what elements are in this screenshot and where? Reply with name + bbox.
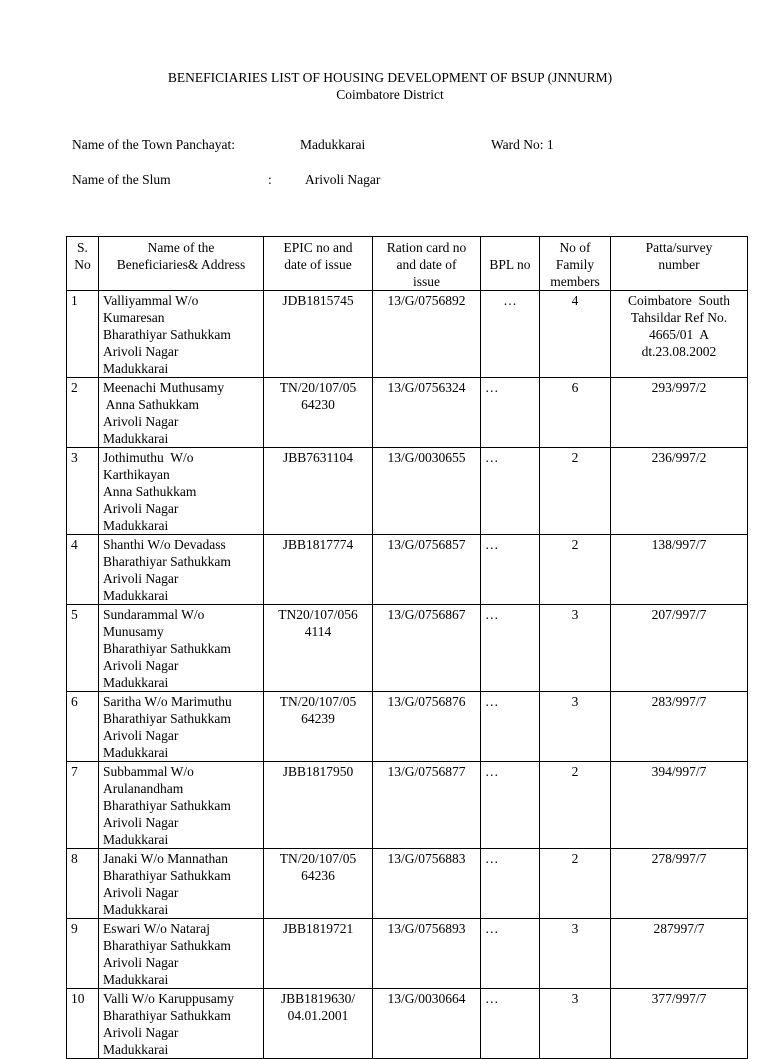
cell-family: 4 <box>540 291 611 378</box>
table-row <box>67 919 748 989</box>
cell-patta: 138/997/7 <box>611 535 748 605</box>
cell-patta: 394/997/7 <box>611 762 748 849</box>
cell-name-address: Sundarammal W/o Munusamy Bharathiyar Sathukkam Arivoli Nagar Madukkarai <box>99 605 264 692</box>
cell-patta: 207/997/7 <box>611 605 748 692</box>
header-row <box>67 237 748 291</box>
cell-bpl: … <box>481 849 540 919</box>
table-row <box>67 378 748 448</box>
cell-epic: JBB1817774 <box>264 535 373 605</box>
cell-epic: JBB7631104 <box>264 448 373 535</box>
header-sno: S. No <box>67 237 99 291</box>
cell-patta: 377/997/7 <box>611 989 748 1059</box>
beneficiaries-table <box>66 236 748 1059</box>
table-row <box>67 535 748 605</box>
cell-family: 3 <box>540 692 611 762</box>
cell-bpl: … <box>481 535 540 605</box>
cell-bpl: … <box>481 989 540 1059</box>
ward-number: Ward No: 1 <box>491 137 554 152</box>
cell-family: 6 <box>540 378 611 448</box>
cell-ration: 13/G/0756892 <box>373 291 481 378</box>
header-bpl: BPL no <box>481 237 540 291</box>
cell-sno: 4 <box>67 535 99 605</box>
cell-sno: 3 <box>67 448 99 535</box>
cell-ration: 13/G/0756324 <box>373 378 481 448</box>
cell-bpl: … <box>481 692 540 762</box>
cell-family: 2 <box>540 849 611 919</box>
cell-sno: 10 <box>67 989 99 1059</box>
cell-epic: TN/20/107/05 64236 <box>264 849 373 919</box>
district-line: Coimbatore District <box>336 87 444 102</box>
cell-name-address: Meenachi Muthusamy Anna Sathukkam Arivoli Nagar Madukkarai <box>99 378 264 448</box>
cell-ration: 13/G/0030664 <box>373 989 481 1059</box>
cell-patta: 293/997/2 <box>611 378 748 448</box>
cell-sno: 6 <box>67 692 99 762</box>
cell-sno: 1 <box>67 291 99 378</box>
cell-family: 2 <box>540 448 611 535</box>
slum-value: Arivoli Nagar <box>305 172 381 187</box>
slum-label: Name of the Slum <box>72 172 171 187</box>
slum-colon: : <box>268 172 272 187</box>
table-row <box>67 291 748 378</box>
header-ration: Ration card no and date of issue <box>373 237 481 291</box>
cell-ration: 13/G/0030655 <box>373 448 481 535</box>
table-row <box>67 849 748 919</box>
cell-sno: 2 <box>67 378 99 448</box>
cell-ration: 13/G/0756893 <box>373 919 481 989</box>
panchayat-label: Name of the Town Panchayat: <box>72 137 236 152</box>
document-title <box>0 69 768 103</box>
table-row <box>67 762 748 849</box>
cell-patta: Coimbatore South Tahsildar Ref No. 4665/01 A dt.23.08.2002 <box>611 291 748 378</box>
cell-family: 3 <box>540 919 611 989</box>
cell-name-address: Valli W/o Karuppusamy Bharathiyar Sathukkam Arivoli Nagar Madukkarai <box>99 989 264 1059</box>
cell-name-address: Saritha W/o Marimuthu Bharathiyar Sathukkam Arivoli Nagar Madukkarai <box>99 692 264 762</box>
cell-patta: 283/997/7 <box>611 692 748 762</box>
cell-ration: 13/G/0756883 <box>373 849 481 919</box>
cell-epic: JBB1819721 <box>264 919 373 989</box>
cell-patta: 236/997/2 <box>611 448 748 535</box>
cell-ration: 13/G/0756867 <box>373 605 481 692</box>
cell-family: 3 <box>540 605 611 692</box>
cell-epic: TN/20/107/05 64239 <box>264 692 373 762</box>
header-patta: Patta/survey number <box>611 237 748 291</box>
cell-epic: TN20/107/056 4114 <box>264 605 373 692</box>
cell-bpl: … <box>481 291 540 378</box>
table-row <box>67 448 748 535</box>
cell-name-address: Jothimuthu W/o Karthikayan Anna Sathukkam Arivoli Nagar Madukkarai <box>99 448 264 535</box>
cell-bpl: … <box>481 378 540 448</box>
header-epic: EPIC no and date of issue <box>264 237 373 291</box>
header-family: No of Family members <box>540 237 611 291</box>
cell-family: 2 <box>540 762 611 849</box>
cell-name-address: Janaki W/o Mannathan Bharathiyar Sathukkam Arivoli Nagar Madukkarai <box>99 849 264 919</box>
cell-epic: JBB1819630/ 04.01.2001 <box>264 989 373 1059</box>
cell-sno: 9 <box>67 919 99 989</box>
cell-family: 3 <box>540 989 611 1059</box>
cell-bpl: … <box>481 919 540 989</box>
cell-bpl: … <box>481 448 540 535</box>
cell-patta: 287997/7 <box>611 919 748 989</box>
cell-patta: 278/997/7 <box>611 849 748 919</box>
cell-epic: TN/20/107/05 64230 <box>264 378 373 448</box>
cell-sno: 8 <box>67 849 99 919</box>
cell-family: 2 <box>540 535 611 605</box>
cell-epic: JBB1817950 <box>264 762 373 849</box>
header-name: Name of the Beneficiaries& Address <box>99 237 264 291</box>
cell-sno: 7 <box>67 762 99 849</box>
cell-bpl: … <box>481 762 540 849</box>
table-row <box>67 692 748 762</box>
table-row <box>67 605 748 692</box>
cell-ration: 13/G/0756857 <box>373 535 481 605</box>
title-line: BENEFICIARIES LIST OF HOUSING DEVELOPMENT OF BSUP (JNNURM) <box>167 70 613 85</box>
panchayat-value: Madukkarai <box>300 137 366 152</box>
cell-name-address: Eswari W/o Nataraj Bharathiyar Sathukkam Arivoli Nagar Madukkarai <box>99 919 264 989</box>
cell-bpl: … <box>481 605 540 692</box>
cell-name-address: Valliyammal W/o Kumaresan Bharathiyar Sathukkam Arivoli Nagar Madukkarai <box>99 291 264 378</box>
cell-sno: 5 <box>67 605 99 692</box>
cell-name-address: Subbammal W/o Arulanandham Bharathiyar Sathukkam Arivoli Nagar Madukkarai <box>99 762 264 849</box>
cell-ration: 13/G/0756877 <box>373 762 481 849</box>
cell-epic: JDB1815745 <box>264 291 373 378</box>
cell-ration: 13/G/0756876 <box>373 692 481 762</box>
cell-name-address: Shanthi W/o Devadass Bharathiyar Sathukkam Arivoli Nagar Madukkarai <box>99 535 264 605</box>
